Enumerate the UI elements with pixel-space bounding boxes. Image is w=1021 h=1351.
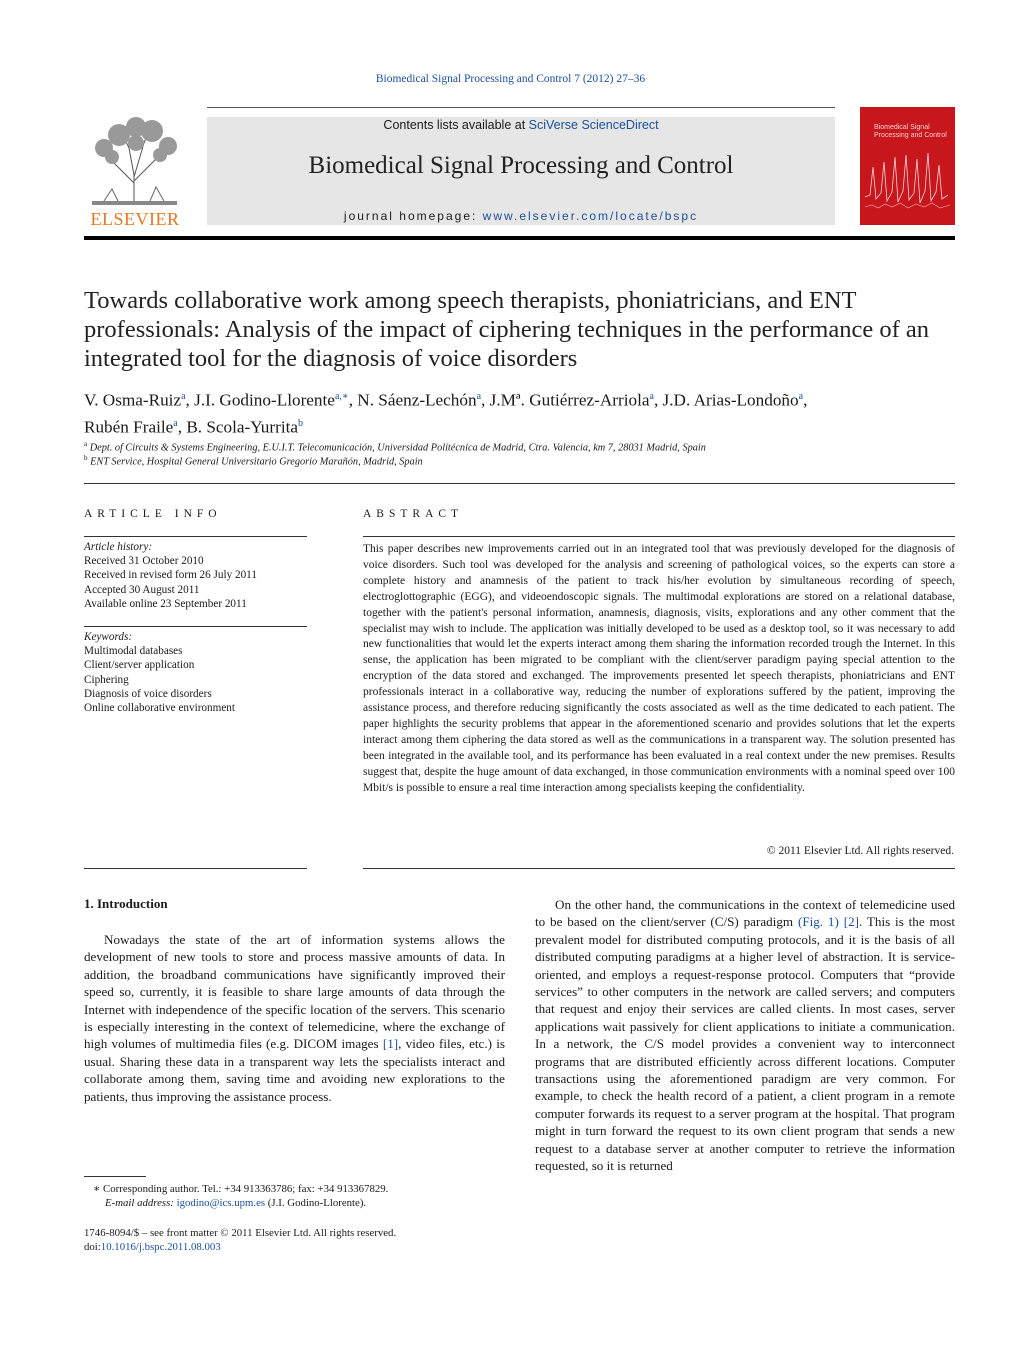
keyword: Client/server application — [84, 659, 195, 672]
abstract-rule — [363, 536, 955, 537]
author-affiliation-mark[interactable]: a — [798, 391, 804, 402]
affiliation-rule — [84, 483, 955, 484]
front-matter-note: 1746-8094/$ – see front matter © 2011 Elsevier Ltd. All rights reserved. — [84, 1227, 397, 1239]
figure-link[interactable]: (Fig. 1) — [797, 914, 839, 930]
header-bottom-rule — [84, 236, 955, 240]
journal-citation[interactable]: Biomedical Signal Processing and Control 7 (2012) 27–36 — [375, 73, 646, 85]
journal-homepage-link[interactable]: www.elsevier.com/locate/bspc — [482, 209, 699, 223]
intro-right-column — [535, 896, 955, 1175]
elsevier-logo — [84, 113, 187, 229]
doi-link[interactable]: 10.1016/j.bspc.2011.08.003 — [100, 1241, 221, 1253]
abstract-text: This paper describes new improvements carried out in an integrated tool that was previously developed for the diagnosis of voice disorders. Such tool was developed for the analysis and screening of pathological voices, so the experts can store a complete history and anamnesis of the patient to track his/her evolution by simultaneous recording of speech, electroglottographic (EGG), and videoendoscopic signals. The multimodal explorations are stored on a relational database, together with the patient's personal information, anamnesis, diagnosis, visits, explorations and any other comment that the specialist may wish to include. The application was initially developed to be used as a desktop tool, so it was necessary to add new functionalities that would let the experts interact among them sharing the information recorded trough the Internet. In this sense, the application has been migrated to be compliant with the client/server paradigm paying special attention to the encryption of the data stored and exchanged. The improvements presented let speech therapists, phoniatricians and ENT professionals interact in a collaborative way, reducing the number of explorations suffered by the patient, improving the assistance process, and therefore reducing significantly the costs associated as well as the time dedicated to each patient. The paper highlights the security problems that appear in the aforementioned scenario and provides solutions that let the experts interact among them ciphering the data stored as well as the communications in a transparent way. The solution presented has been integrated in the available tool, and its performance has been evaluated in a real context under the new premises. Results suggest that, despite the huge amount of data exchanged, in those communication environments with a nominal speed over 100 Mbit/s is possible to ensure a real time interaction among specialists keeping the confidentiality. — [363, 543, 955, 794]
section-heading-introduction: 1. Introduction — [84, 896, 168, 911]
author-affiliation-mark[interactable]: b — [298, 417, 304, 429]
footnote-rule — [84, 1176, 146, 1177]
abstract-heading: ABSTRACT — [363, 508, 464, 520]
email-link[interactable]: igodino@ics.upm.es — [176, 1197, 266, 1209]
keywords-list: Keywords: Multimodal databases Client/server application Ciphering Diagnosis of voice disorders Online collaborative environment — [84, 630, 307, 715]
affiliation-b: $^b$ ENT Service, Hospital General Universitario Gregorio Marañón, Madrid, Spain — [84, 454, 423, 468]
author[interactable]: N. Sáenz-Lechón — [357, 390, 477, 410]
keyword: Diagnosis of voice disorders — [84, 687, 212, 700]
intro-paragraph: Nowadays the state of the art of information systems allows the development of new tools to store and process massive amounts of data. In addition, the broadband communications have significantly improved their speed so, currently, it is feasible to share large amounts of data through the Internet with independence of the specific location of the servers. This scenario is especially interesting in the context of telemedicine, where the exchange of high volumes of multimedia files (e.g. DICOM images [1], video files, etc.) is usual. Sharing these data in a transparent way lets the specialists interact and collaborate among them, saving time and avoiding new explorations to the patients, thus improving the assistance process. — [84, 932, 505, 1104]
doi-line: doi:10.1016/j.bspc.2011.08.003 — [84, 1241, 221, 1253]
author-affiliation-mark[interactable]: a — [649, 391, 654, 402]
corresponding-author-note: ∗ Corresponding author. Tel.: +34 913363786; fax: +34 913367829. — [93, 1183, 389, 1195]
header-top-rule — [207, 107, 835, 108]
intro-left-column — [84, 931, 505, 1105]
keyword: Multimodal databases — [84, 645, 183, 658]
keywords-rule — [84, 626, 307, 627]
article-title: Towards collaborative work among speech therapists, phoniatricians, and ENT professionals: Analysis of the impact of ciphering techniques in the performance of an integrated tool for the diagnosis of voice disorders — [84, 287, 929, 372]
article-info-bottom-rule — [84, 868, 307, 869]
author[interactable]: J.Mª. Gutiérrez-Arriola — [489, 390, 650, 410]
keyword: Online collaborative environment — [84, 702, 235, 715]
email-note: E-mail address: igodino@ics.upm.es (J.I. Godino-Llorente). — [105, 1197, 367, 1209]
journal-title: Biomedical Signal Processing and Control — [308, 152, 734, 179]
sciencedirect-link[interactable]: SciVerse ScienceDirect — [528, 118, 659, 132]
author-list: V. Osma-Ruiz$^a$, J.I. Godino-Llorente$^{a,∗}$, N. Sáenz-Lechón$^a$, J.Mª. Gutiérrez-Arriola$^a$, J.D. Arias-Londoño$^a$, Rubén Fraile$^a$, B. Scola-Yurrita$^b$ — [84, 390, 808, 437]
article-history: Article history: Received 31 October 2010 Received in revised form 26 July 2011 Accepted 30 August 2011 Available online 23 September 2011 — [84, 541, 257, 610]
keyword: Ciphering — [84, 673, 129, 686]
author-affiliation-mark[interactable]: a — [173, 417, 178, 429]
journal-homepage: journal homepage: www.elsevier.com/locate/bspc — [343, 209, 699, 223]
reference-link[interactable]: [2] — [843, 914, 859, 930]
svg-text:ELSEVIER: ELSEVIER — [90, 209, 180, 229]
author-affiliation-mark[interactable]: a,∗ — [334, 391, 349, 402]
author[interactable]: J.D. Arias-Londoño — [662, 390, 799, 410]
abstract-copyright: © 2011 Elsevier Ltd. All rights reserved. — [766, 845, 954, 857]
article-info-heading: ARTICLE INFO — [84, 508, 222, 520]
author[interactable]: V. Osma-Ruiz — [84, 390, 182, 410]
intro-paragraph: On the other hand, the communications in the context of telemedicine used to be based on the client/server (C/S) paradigm (Fig. 1) [2]. This is the most prevalent model for distributed computing protocols, and it is the basis of all distributed computing paradigms at a higher level of abstraction. It is service-oriented, and employs a request-response protocol. Computers that “provide services” to other computers in the network are called servers; and computers that request and enjoy their services are called clients. In most cases, server applications wait passively for client applications to initiate a communication. In a network, the C/S model provides a convenient way to interconnect programs that are distributed efficiently across different locations. Computer transactions using the aforementioned paradigm are very common. For example, to check the health record of a patient, a client program in a remote computer forwards its request to a server program at the hospital. That program might in turn forward the request to its own client program that sends a new request to a database server at another computer to retrieve the information requested, so it is returned — [535, 897, 955, 1174]
affiliation-a: $^a$ Dept. of Circuits & Systems Engineering, E.U.I.T. Telecomunicación, Universidad Politécnica de Madrid, Ctra. Valencia, km 7, 28031 Madrid, Spain — [84, 440, 706, 454]
reference-link[interactable]: [1] — [382, 1036, 399, 1052]
author[interactable]: Rubén Fraile — [84, 417, 174, 437]
author[interactable]: J.I. Godino-Llorente — [194, 390, 335, 410]
cover-title: Biomedical Signal Processing and Control — [874, 124, 947, 139]
article-info-rule — [84, 536, 307, 537]
author-affiliation-mark[interactable]: a — [476, 391, 482, 402]
abstract-bottom-rule — [363, 868, 955, 869]
contents-line: Contents lists available at SciVerse ScienceDirect — [383, 118, 659, 132]
author[interactable]: B. Scola-Yurrita — [186, 417, 299, 437]
author-affiliation-mark[interactable]: a — [181, 391, 186, 402]
